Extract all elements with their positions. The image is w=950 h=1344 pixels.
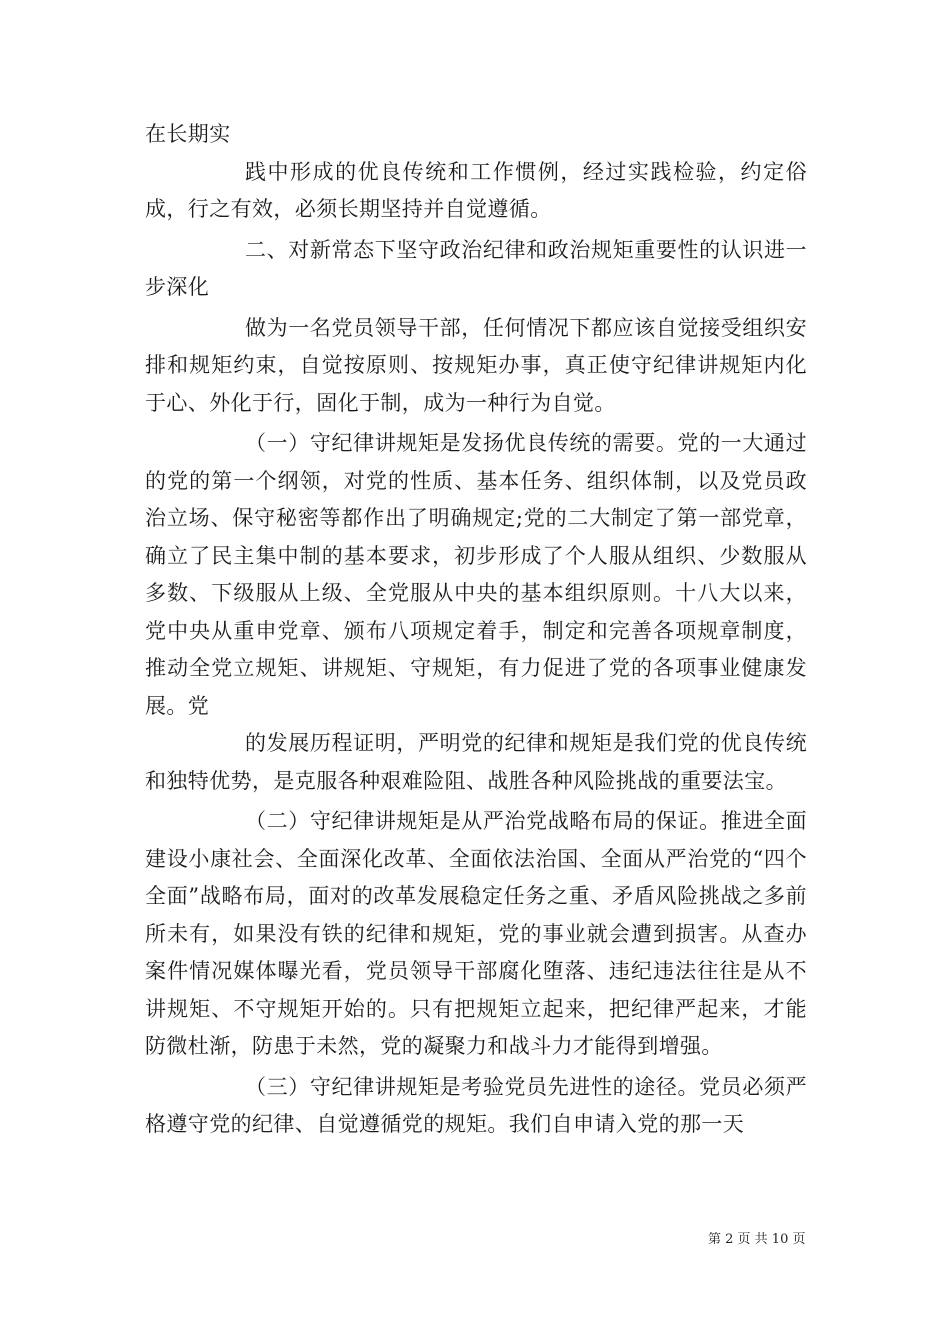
- section-heading-two: 二、对新常态下坚守政治纪律和政治规矩重要性的认识进一步深化: [145, 237, 807, 299]
- paragraph-point-three: （三）守纪律讲规矩是考验党员先进性的途径。党员必须严格遵守党的纪律、自觉遵循党的规矩。我们自申请入党的那一天: [145, 1074, 807, 1136]
- paragraph-point-two: （二）守纪律讲规矩是从严治党战略布局的保证。推进全面建设小康社会、全面深化改革、全面依法治国、全面从严治党的“四个全面”战略布局，面对的改革发展稳定任务之重、矛盾风险挑战之多前所未有，如果没有铁的纪律和规矩，党的事业就会遭到损害。从查办案件情况媒体曝光看，党员领导干部腐化堕落、违纪违法往往是从不讲规矩、不守规矩开始的。只有把规矩立起来，把纪律严起来，才能防微杜渐，防患于未然，党的凝聚力和战斗力才能得到增强。: [145, 809, 807, 1058]
- body-text: [145, 116, 807, 1144]
- page-number: 第 2 页 共 10 页: [708, 1232, 806, 1247]
- paragraph-point-one: （一）守纪律讲规矩是发扬优良传统的需要。党的一大通过的党的第一个纲领，对党的性质、基本任务、组织体制，以及党员政治立场、保守秘密等都作出了明确规定;党的二大制定了第一部党章，确立了民主集中制的基本要求，初步形成了个人服从组织、少数服从多数、下级服从上级、全党服从中央的基本组织原则。十八大以来，党中央从重申党章、颁布八项规定着手，制定和完善各项规章制度，推动全党立规矩、讲规矩、守规矩，有力促进了党的各项事业健康发展。党: [145, 431, 807, 718]
- paragraph-history-proof: 的发展历程证明，严明党的纪律和规矩是我们党的优良传统和独特优势，是克服各种艰难险阻、战胜各种风险挑战的重要法宝。: [145, 731, 807, 793]
- paragraph-traditions: 践中形成的优良传统和工作惯例，经过实践检验，约定俗成，行之有效，必须长期坚持并自觉遵循。: [145, 159, 807, 221]
- paragraph-fragment-start: 在长期实: [145, 122, 231, 146]
- paragraph-cadre-discipline: 做为一名党员领导干部，任何情况下都应该自觉接受组织安排和规矩约束，自觉按原则、按规矩办事，真正使守纪律讲规矩内化于心、外化于行，固化于制，成为一种行为自觉。: [145, 315, 807, 415]
